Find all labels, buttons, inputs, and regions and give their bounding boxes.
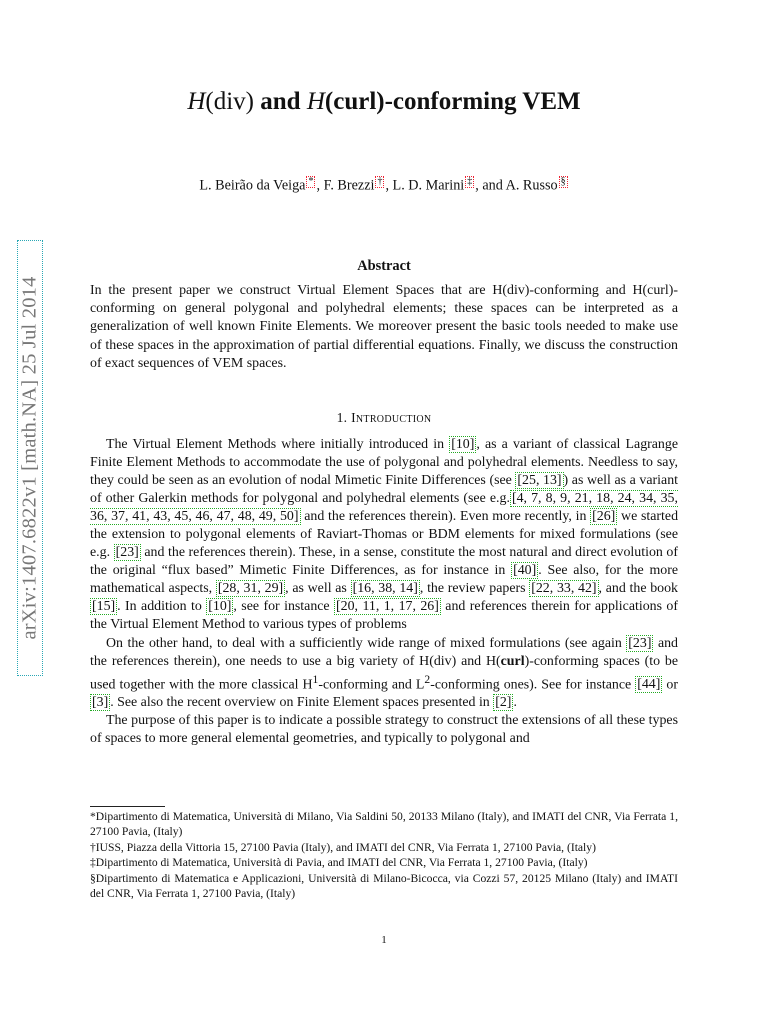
citation-link[interactable]: [44] (637, 677, 661, 693)
footnote-link-3[interactable]: ‡ (467, 176, 473, 187)
citation-link[interactable]: [2] (495, 695, 512, 711)
paper-title: H(div) and H(curl)-conforming VEM (187, 88, 581, 115)
citation-link[interactable]: [16, 38, 14] (352, 581, 418, 597)
footnote-link-4[interactable]: § (560, 176, 566, 187)
footnote-2: †IUSS, Piazza della Vittoria 15, 27100 Pavia (Italy), and IMATI del CNR, Via Ferrata 1, 27100 Pavia, (Italy) (90, 840, 596, 854)
citation-link[interactable]: [28, 31, 29] (217, 581, 284, 597)
footnotes (90, 809, 678, 901)
abstract-text: In the present paper we construct Virtual Element Spaces that are H(div)-conforming and H(curl)-conforming on general polygonal and polyhedral elements; these spaces can be interpreted as a generalization of well known Finite Elements. We moreover present the basic tools needed to make use of these spaces in the approximation of partial differential equations. Finally, we discuss the construction of exact sequences of VEM spaces. (90, 283, 678, 371)
citation-link[interactable]: [15] (92, 599, 116, 615)
citation-link[interactable]: [4, 7, 8, 9, 21, 18, 24, 34, 35, 36, 37, 41, 43, 45, 46, 47, 48, 49, 50] (90, 491, 678, 525)
paragraph-2: On the other hand, to deal with a sufficiently wide range of mixed formulations (see again [23] and the references therein), one needs to use a big variety of H(div) and H(curl)-conforming spaces (to be used together with the more classical $H^1$-conforming and $L^2$-conforming ones). See for instance [44] or [3] . See also the recent overview on Finite Element spaces presented in [2] . (90, 635, 679, 711)
citation-link[interactable]: [20, 11, 1, 17, 26] (336, 599, 439, 615)
footnote-3: ‡Dipartimento di Matematica, Università di Pavia, and IMATI del CNR, Via Ferrata 1, 27100 Pavia, (Italy) (90, 856, 588, 870)
footnote-4: §Dipartimento di Matematica e Applicazioni, Università di Milano-Bicocca, via Cozzi 57, 20125 Milano (Italy) and IMATI del CNR, Via Ferrata 1, 27100 Pavia, (Italy) (90, 871, 678, 901)
citation-link[interactable]: [25, 13] (517, 473, 562, 489)
citation-link[interactable]: [3] (92, 695, 109, 711)
citation-link[interactable]: [10] (451, 437, 475, 452)
citation-link[interactable]: [10] (208, 599, 232, 615)
citation-link[interactable]: [26] (592, 509, 616, 525)
footnote-link-1[interactable]: * (308, 176, 314, 187)
footnote-1: *Dipartimento di Matematica, Università di Milano, Via Saldini 50, 20133 Milano (Italy), and IMATI del CNR, Via Ferrata 1, 27100 Pavia, (Italy) (90, 810, 678, 839)
body-text (90, 436, 678, 748)
citation-link[interactable]: [23] (115, 545, 139, 561)
abstract-heading: Abstract (357, 258, 411, 274)
author-list: L. Beirão da Veiga * , F. Brezzi † , L. D. Marini ‡ , and A. Russo § (199, 176, 566, 194)
arxiv-stamp-text: arXiv:1407.6822v1 [math.NA] 25 Jul 2014 (18, 276, 41, 640)
arxiv-stamp[interactable] (17, 240, 43, 676)
paragraph-1: The Virtual Element Methods where initially introduced in [10] , as a variant of classical Lagrange Finite Element Methods to accommodate the use of polygonal and polyhedral elements. Needless to say, they could be seen as an evolution of nodal Mimetic Finite Differences (see [25, 13] ) as well as a variant of other Galerkin methods for polygonal and polyhedral elements (see e.g. [4, 7, 8, 9, 21, 18, 24, 34, 35, 36, 37, 41, 43, 45, 46, 47, 48, 49, 50] and the references therein). Even more recently, in [26] we started the extension to polygonal elements of Raviart-Thomas or BDM elements for mixed formulations (see e.g. [23] and the references therein). These, in a sense, constitute the most natural and direct evolution of the original “flux based” Mimetic Finite Differences, as for instance in [40] . See also, for the more mathematical aspects, [28, 31, 29] , as well as [16, 38, 14] , the review papers [22, 33, 42] , and the book [15] . In addition to [10] , see for instance [20, 11, 1, 17, 26] and references therein for applications of the Virtual Element Method to various types of problems (90, 437, 679, 633)
citation-link[interactable]: [23] (628, 635, 652, 651)
page-number: 1 (381, 934, 387, 946)
citation-link[interactable]: [22, 33, 42] (531, 581, 597, 597)
paragraph-3: The purpose of this paper is to indicate a possible strategy to construct the extensions of all these types of spaces to more general elemental geometries, and typically to polygonal and (90, 713, 678, 747)
section-heading: 1. Introduction (336, 410, 432, 425)
footnote-rule (90, 806, 165, 807)
citation-link[interactable]: [40] (513, 563, 537, 579)
footnote-link-2[interactable]: † (377, 176, 383, 187)
